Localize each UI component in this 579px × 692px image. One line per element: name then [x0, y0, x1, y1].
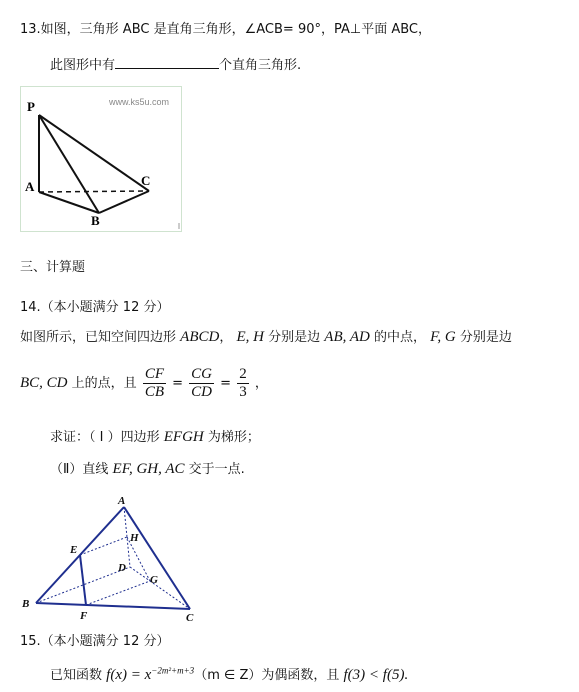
pyramid-diagram	[21, 87, 181, 231]
fraction-cf-cb	[143, 366, 166, 401]
q14-proof-2	[50, 458, 245, 478]
answer-blank	[115, 56, 219, 69]
quad-name: ABCD	[180, 329, 220, 345]
frac1-num: CF	[144, 366, 164, 382]
edge-BC	[99, 191, 149, 213]
line2-end: ，	[254, 376, 268, 391]
q14-line1	[20, 326, 512, 346]
figure-pyramid	[20, 86, 182, 232]
edge-AB	[39, 192, 99, 213]
part2-b: 交于一点.	[188, 462, 245, 477]
q13-text: 13.如图，三角形 ABC 是直角三角形，∠ACB= 90°，PA⊥平面 ABC，	[20, 22, 431, 37]
sides-ab-ad: AB, AD	[324, 329, 370, 345]
q14-header	[20, 296, 169, 315]
q14-line2	[20, 366, 268, 401]
edge-EF	[80, 555, 86, 605]
label-A: A	[118, 495, 126, 507]
label-E: E	[70, 544, 78, 556]
function-fx: f(x) = x	[106, 667, 152, 683]
figure-tetrahedron	[14, 495, 204, 625]
equals-2: =	[220, 376, 232, 391]
q13-line2-after: 个直角三角形.	[219, 58, 302, 73]
q13-line2	[50, 54, 301, 73]
label-G: G	[150, 574, 158, 586]
label-F: F	[80, 610, 88, 622]
proof-b: 为梯形；	[207, 430, 260, 445]
watermark: www.ks5u.com	[109, 97, 170, 107]
section-title	[20, 256, 85, 275]
frac2-num: CG	[191, 366, 213, 382]
part2-a: （Ⅱ）直线	[50, 462, 109, 477]
fraction-cg-cd	[189, 366, 214, 401]
frac2-den: CD	[191, 384, 213, 400]
tetrahedron-diagram	[14, 495, 204, 625]
frac1-den: CB	[144, 384, 164, 400]
q14-header-text: 14.（本小题满分 12 分）	[20, 300, 170, 315]
q14-proof-1	[50, 426, 260, 446]
sides-bc-cd: BC, CD	[20, 375, 68, 391]
edge-DC-dashed	[130, 567, 190, 609]
q15-header	[20, 630, 169, 649]
lines-ef-gh-ac: EF, GH, AC	[112, 461, 185, 477]
edge-BC	[36, 603, 190, 609]
fraction-2-3	[237, 366, 249, 401]
label-P: P	[27, 99, 35, 114]
label-A: A	[25, 179, 35, 194]
edge-PC	[39, 115, 149, 191]
equals-1: =	[172, 376, 184, 391]
label-H: H	[130, 532, 139, 544]
quad-efgh: EFGH	[163, 429, 204, 445]
label-C: C	[141, 173, 151, 188]
q15-line1	[50, 664, 408, 684]
edge-AC	[124, 507, 190, 609]
edge-AC-dashed	[39, 191, 149, 192]
q14-text-line2: 上的点，且	[71, 376, 137, 391]
q14-text-d: 分别是边	[459, 330, 512, 345]
frac3-den: 3	[239, 384, 247, 400]
q15-condition: （m ∈ Z）为偶函数，且	[194, 668, 340, 683]
q14-text-b: 分别是边	[268, 330, 321, 345]
q15-text-a: 已知函数	[50, 668, 103, 683]
points-eh: E, H	[236, 329, 264, 345]
q15-inequality: f(3) < f(5).	[343, 667, 409, 683]
q14-text-a: 如图所示，已知空间四边形	[20, 330, 177, 345]
proof-a: 求证：（ I ）四边形	[50, 430, 160, 445]
label-B: B	[22, 598, 30, 610]
label-C: C	[186, 612, 194, 624]
q14-text-c: 的中点，	[373, 330, 426, 345]
points-fg: F, G	[430, 329, 456, 345]
label-B: B	[91, 213, 100, 228]
section3-title: 三、计算题	[20, 260, 86, 275]
q13-line2-before: 此图形中有	[50, 58, 116, 73]
q15-header-text: 15.（本小题满分 12 分）	[20, 634, 170, 649]
exponent: −2m²+m+3	[151, 665, 195, 676]
q13-line1	[20, 18, 431, 37]
edge-FG-dashed	[86, 581, 150, 605]
frac3-num: 2	[239, 366, 247, 382]
sep: ，	[219, 330, 233, 345]
edge-PB	[39, 115, 99, 213]
label-D: D	[118, 562, 126, 574]
